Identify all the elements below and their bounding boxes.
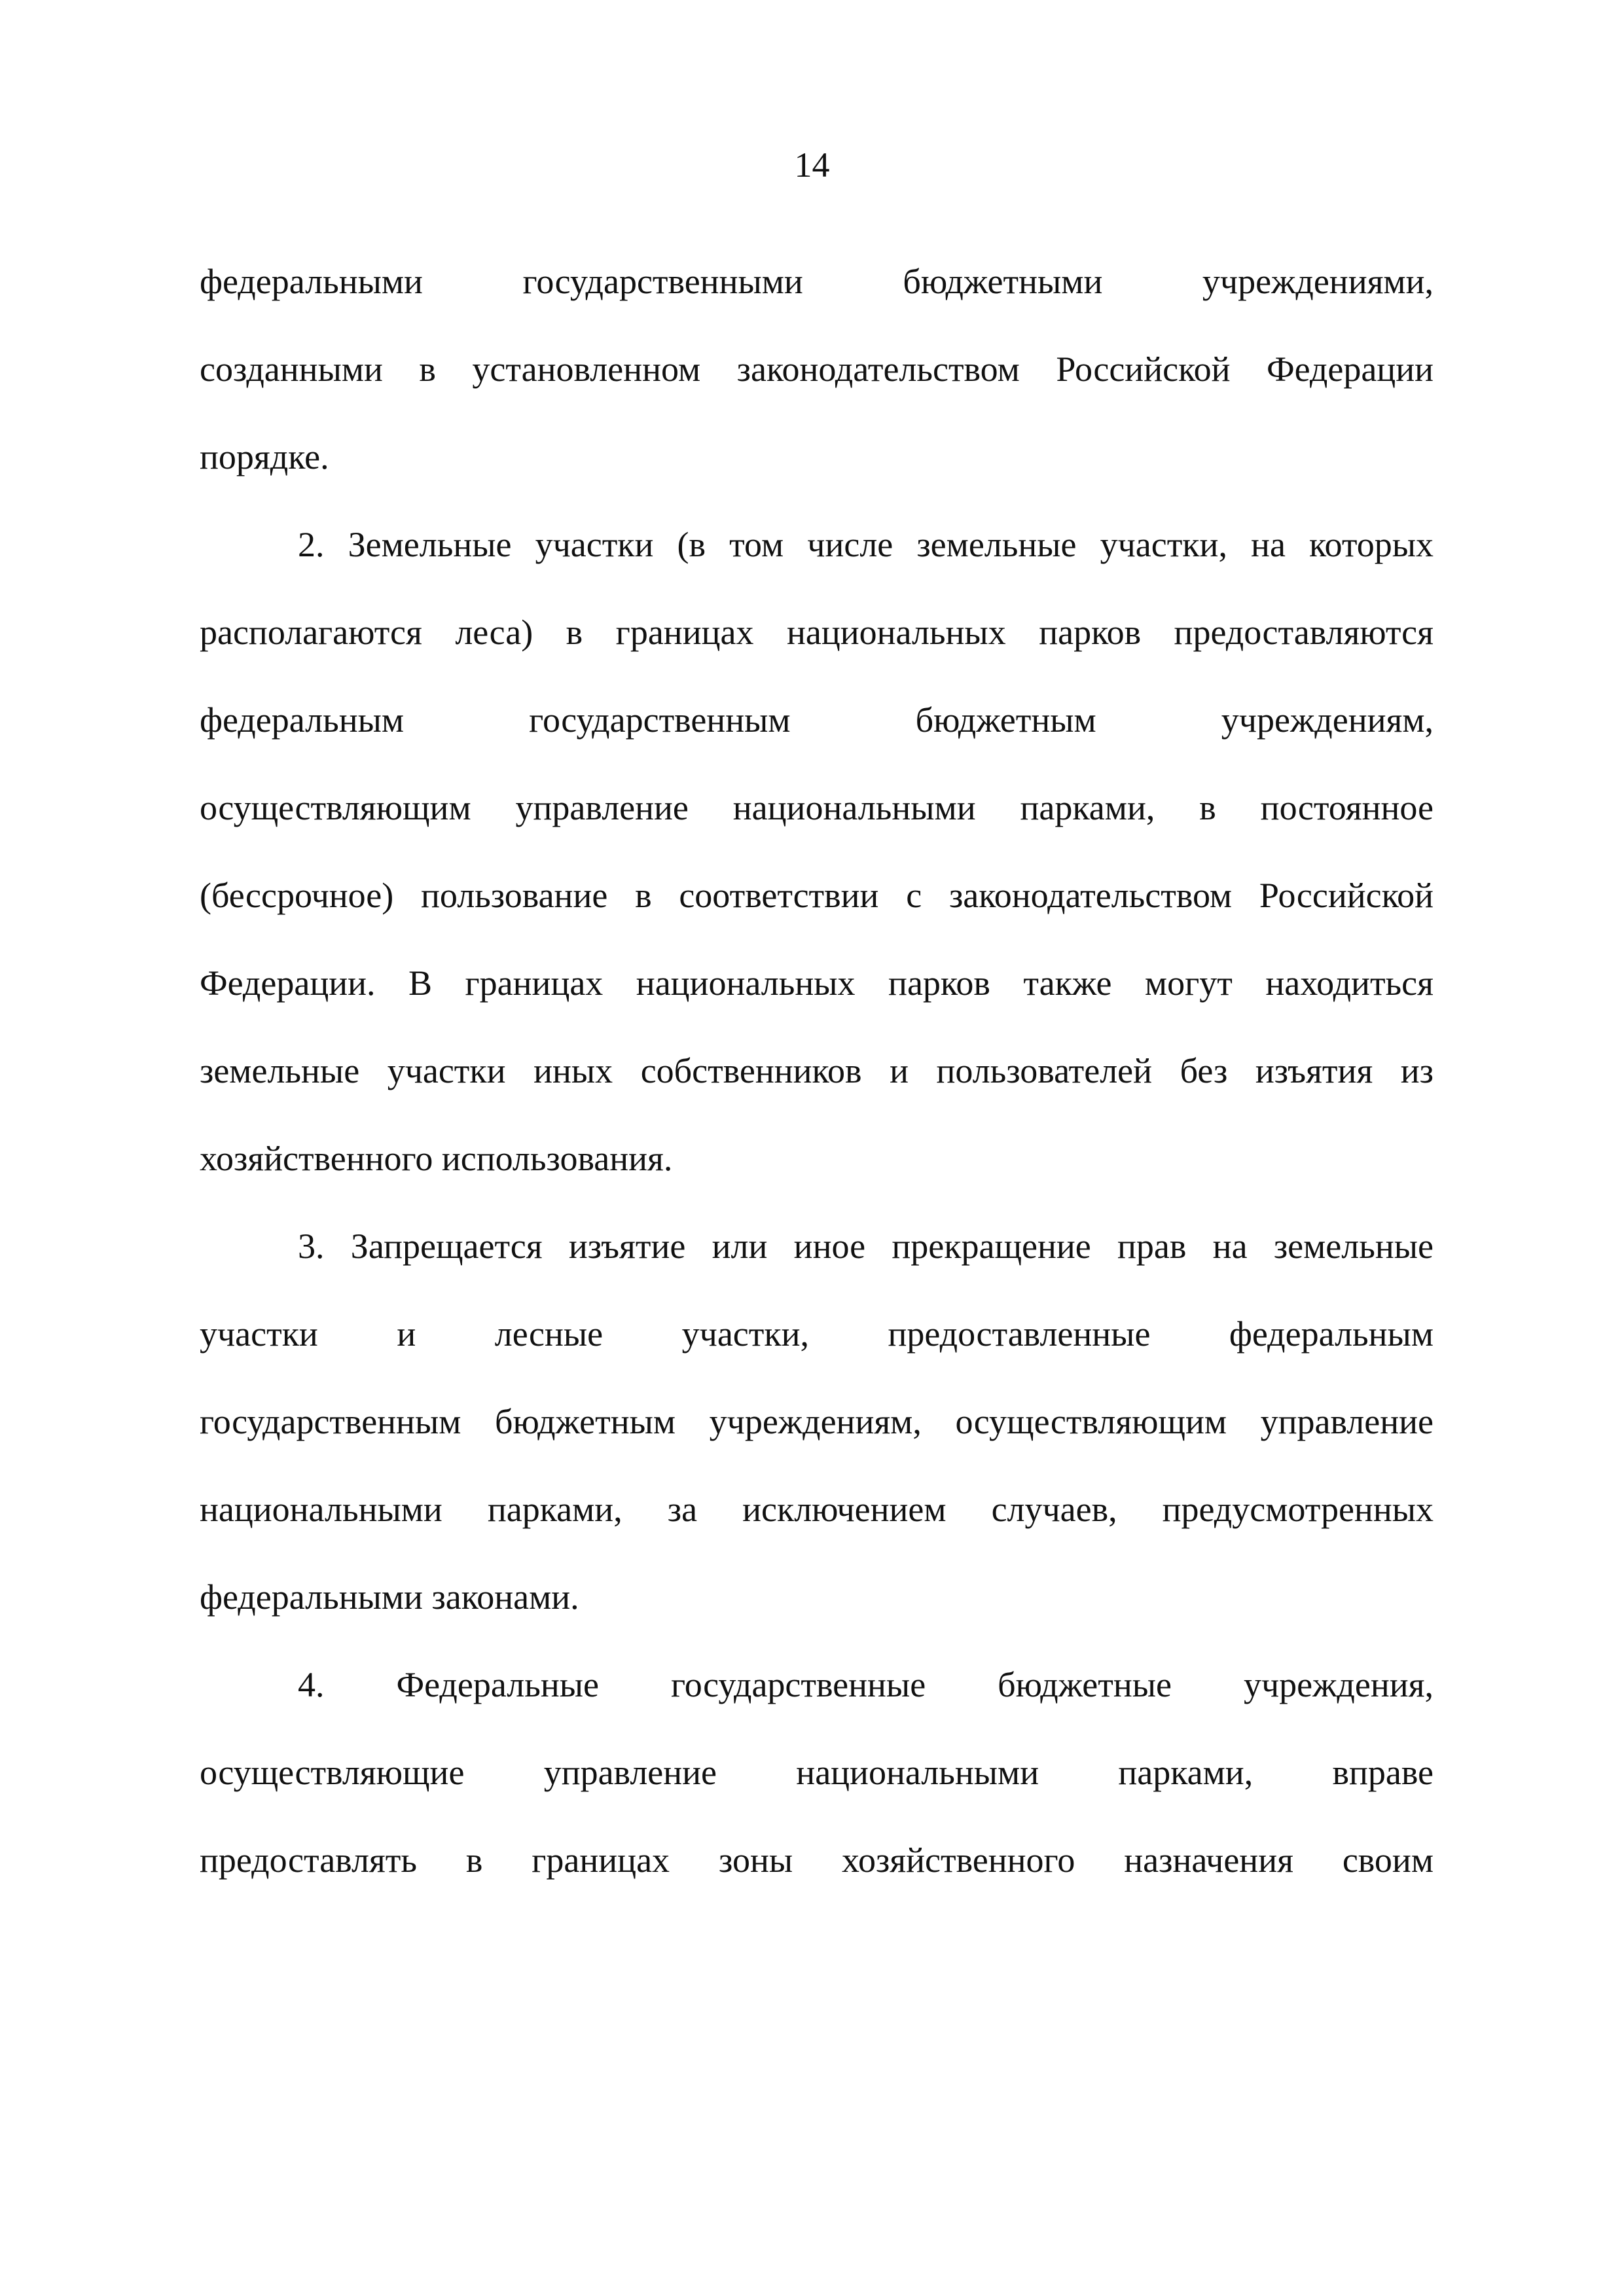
text-line: федеральным государственным бюджетным учреждениям, — [200, 700, 1434, 740]
text-line: Федерации. В границах национальных парков также могут находиться — [200, 963, 1434, 1003]
text-line: национальными парками, за исключением случаев, предусмотренных — [200, 1490, 1434, 1529]
text-line: федеральными государственными бюджетными учреждениями, — [200, 262, 1434, 301]
text-line: федеральными законами. — [200, 1577, 579, 1617]
text-line: порядке. — [200, 437, 329, 476]
text-line: земельные участки иных собственников и пользователей без изъятия из — [200, 1051, 1434, 1090]
text-line: созданными в установленном законодательством Российской Федерации — [200, 350, 1434, 389]
text-line: предоставлять в границах зоны хозяйственного назначения своим — [200, 1840, 1434, 1880]
text-line: участки и лесные участки, предоставленные федеральным — [200, 1314, 1434, 1354]
text-line: 4. Федеральные государственные бюджетные учреждения, — [298, 1665, 1434, 1704]
text-line: осуществляющим управление национальными парками, в постоянное — [200, 788, 1434, 827]
text-line: хозяйственного использования. — [200, 1139, 673, 1178]
text-line: (бессрочное) пользование в соответствии с законодательством Российской — [200, 876, 1434, 915]
text-line: осуществляющие управление национальными парками, вправе — [200, 1753, 1434, 1792]
text-line: располагаются леса) в границах национальных парков предоставляются — [200, 613, 1434, 652]
text-line: 3. Запрещается изъятие или иное прекращение прав на земельные — [298, 1227, 1434, 1266]
text-line: 2. Земельные участки (в том числе земельные участки, на которых — [298, 525, 1434, 564]
page-number: 14 — [794, 145, 830, 185]
text-line: государственным бюджетным учреждениям, осуществляющим управление — [200, 1402, 1434, 1441]
